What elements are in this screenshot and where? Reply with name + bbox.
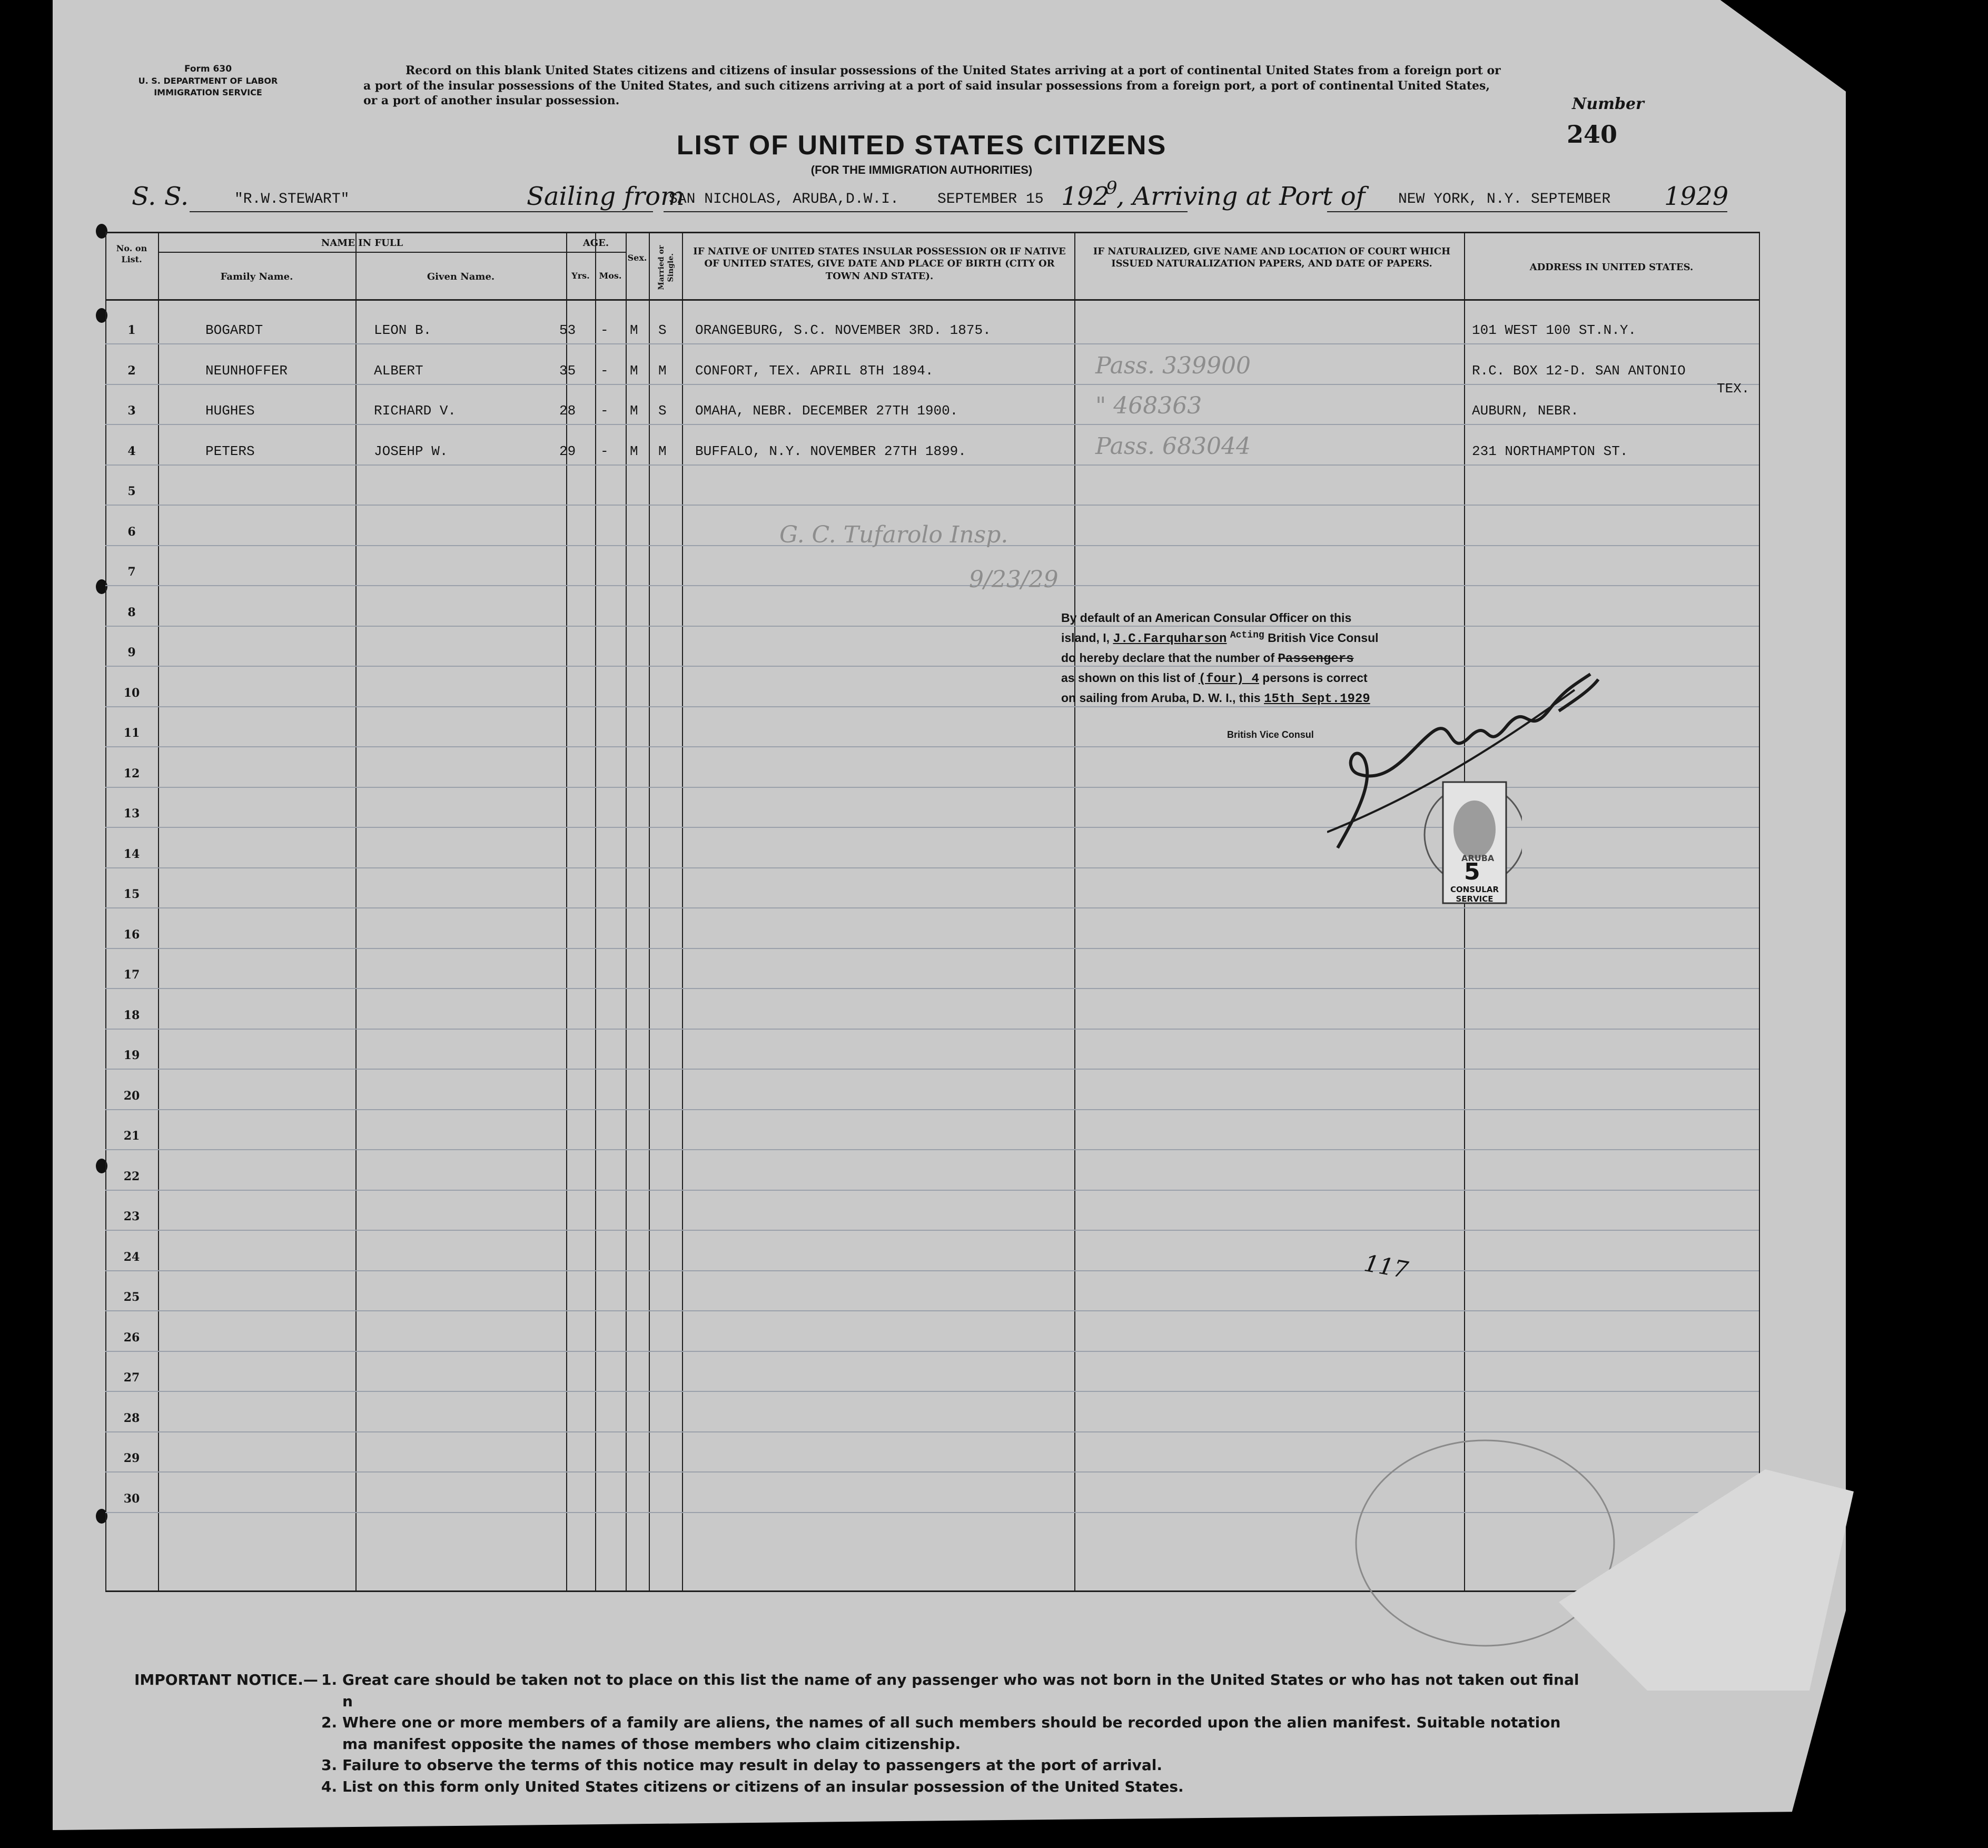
important-notice [134, 1669, 1588, 1798]
notice-text: Where one or more members of a family are aliens, the names of all such members should be recorded upon the alien manifest. Suitable notation ma manifest opposite the names of those members who claim citizenship. [342, 1714, 1561, 1753]
row-rule [105, 1109, 1759, 1110]
inspection-date: 9/23/29 [969, 566, 1059, 593]
header-months: Mos. [599, 271, 622, 281]
row-number: 4 [127, 444, 136, 458]
notice-item: 4. List on this form only United States citizens or citizens of an insular possession of the United States. [321, 1777, 1184, 1795]
row-number: 11 [123, 726, 140, 740]
given-name-cell: JOSEHP W. [374, 443, 448, 459]
column-rule [566, 232, 567, 1590]
row-rule [105, 1069, 1759, 1070]
column-rule [626, 232, 627, 1590]
row-rule [105, 948, 1759, 949]
row-number: 25 [123, 1290, 140, 1304]
stamp-place: ARUBA [1461, 853, 1495, 863]
declaration-correct-text: persons is correct [1262, 670, 1368, 685]
arrival-port: NEW YORK, N.Y. SEPTEMBER [1398, 191, 1611, 207]
name-subheader-rule [158, 252, 604, 253]
sailing-label: Sailing from [527, 182, 685, 211]
header-family-name: Family Name. [220, 271, 293, 282]
header-given-name: Given Name. [427, 271, 495, 282]
column-rule [649, 232, 650, 1590]
stamp-text: CONSULAR SERVICE [1450, 885, 1499, 904]
number-label: Number [1572, 95, 1644, 113]
column-rule [1074, 232, 1075, 1590]
row-number: 19 [123, 1049, 140, 1062]
row-rule [105, 1190, 1759, 1191]
address-cell: 101 WEST 100 ST.N.Y. [1472, 322, 1637, 338]
row-rule [105, 1351, 1759, 1352]
column-rule [682, 232, 683, 1590]
list-number: 240 [1567, 120, 1618, 149]
age-years-cell: 28 [559, 403, 576, 419]
form-number: Form 630 [184, 64, 232, 74]
birthplace-cell: BUFFALO, N.Y. NOVEMBER 27TH 1899. [695, 443, 966, 459]
column-rule [355, 232, 357, 1590]
header-name-in-full: NAME IN FULL [321, 238, 403, 249]
row-number: 29 [123, 1451, 140, 1465]
form-identifier [92, 63, 324, 98]
row-number: 17 [123, 968, 140, 982]
sex-cell: M [630, 362, 638, 379]
notice-text: Failure to observe the terms of this notice may result in delay to passengers at the port of arrival. [342, 1756, 1163, 1774]
column-rule [158, 232, 159, 1590]
service-name: IMMIGRATION SERVICE [154, 87, 262, 97]
sailing-year-prefix: 192 [1061, 182, 1110, 211]
age-months-cell: - [600, 322, 609, 338]
family-name-cell: PETERS [205, 443, 255, 459]
naturalization-cell: Pass. 339900 [1095, 352, 1251, 379]
sailing-from: SAN NICHOLAS, ARUBA,D.W.I. [669, 191, 899, 207]
page-title: LIST OF UNITED STATES CITIZENS [676, 130, 1167, 161]
declaration-title-text: British Vice Consul [1268, 630, 1379, 645]
row-number: 28 [123, 1411, 140, 1425]
naturalization-cell: Pass. 683044 [1095, 432, 1251, 460]
declaration-line-2 [1061, 628, 1440, 648]
row-number: 20 [123, 1089, 140, 1103]
address-cell: R.C. BOX 12-D. SAN ANTONIO [1472, 362, 1686, 379]
row-number: 13 [123, 807, 140, 821]
page-mark: 117 [1362, 1250, 1410, 1284]
address-cell: AUBURN, NEBR. [1472, 403, 1579, 419]
column-rule [105, 232, 106, 1590]
row-rule [105, 988, 1759, 989]
age-months-cell: - [600, 362, 609, 379]
row-number: 26 [123, 1330, 140, 1345]
row-number: 3 [127, 404, 136, 418]
arrival-year: 1929 [1664, 182, 1729, 211]
birthplace-cell: ORANGEBURG, S.C. NOVEMBER 3RD. 1875. [695, 322, 991, 338]
given-name-cell: LEON B. [374, 322, 432, 338]
notice-list [134, 1669, 1588, 1798]
row-number: 30 [123, 1491, 140, 1506]
row-number: 18 [123, 1008, 140, 1022]
row-number: 22 [123, 1169, 140, 1183]
sailing-year-suffix: 9 [1106, 177, 1117, 199]
header-place-of-birth: IF NATIVE OF UNITED STATES INSULAR POSSESSION OR IF NATIVE OF UNITED STATES, GIVE DATE AND PLACE OF BIRTH (CITY OR TOWN AND STATE). [693, 246, 1066, 282]
preamble-text: Record on this blank United States citizens and citizens of insular possessions of the United States arriving at a port of continental United States from a foreign port or a port of the insular possessions of the United States, and such citizens arriving at a port of said insular possessions from a foreign port, a port of continental United States, or a port of another insular possession. [363, 64, 1501, 108]
row-rule [105, 585, 1759, 586]
row-rule [105, 505, 1759, 506]
row-rule [105, 626, 1759, 627]
ship-name: "R.W.STEWART" [234, 191, 350, 207]
row-number: 6 [127, 525, 136, 539]
row-number: 27 [123, 1371, 140, 1385]
passenger-count: (four) 4 [1198, 671, 1259, 686]
marital-status-cell: M [658, 362, 667, 379]
family-name-cell: HUGHES [205, 403, 255, 419]
row-number: 8 [127, 605, 136, 619]
header-sex: Sex. [627, 253, 647, 263]
birthplace-cell: OMAHA, NEBR. DECEMBER 27TH 1900. [695, 403, 958, 419]
row-rule [105, 1230, 1759, 1231]
row-number: 15 [123, 887, 140, 901]
row-number: 12 [123, 766, 140, 780]
row-rule [105, 1029, 1759, 1030]
row-rule [105, 1149, 1759, 1150]
declaration-sailing-text: on sailing from Aruba, D. W. I., this [1061, 690, 1261, 705]
notice-heading: IMPORTANT NOTICE.— [134, 1671, 318, 1688]
column-rule [1759, 232, 1760, 1590]
table-top-rule [105, 232, 1759, 233]
row-rule [105, 424, 1759, 425]
header-naturalization: IF NATURALIZED, GIVE NAME AND LOCATION OF COURT WHICH ISSUED NATURALIZATION PAPERS, AND DATE OF PAPERS. [1093, 246, 1451, 270]
consul-name: J.C.Farquharson [1113, 631, 1227, 646]
consular-stamp [1422, 772, 1522, 919]
row-number: 14 [123, 847, 140, 861]
underline [664, 211, 1188, 212]
marital-status-cell: M [658, 443, 667, 459]
ship-line [132, 177, 1738, 219]
age-months-cell: - [600, 403, 609, 419]
address-cell: 231 NORTHAMPTON ST. [1472, 443, 1628, 459]
department-name: U. S. DEPARTMENT OF LABOR [138, 75, 278, 86]
given-name-cell: ALBERT [374, 362, 423, 379]
row-number: 23 [123, 1210, 140, 1223]
declaration-line-1: By default of an American Consular Officer on this [1061, 611, 1352, 625]
row-rule [105, 1310, 1759, 1311]
row-number: 21 [123, 1129, 140, 1143]
row-number: 5 [127, 485, 136, 498]
stamp-value: 5 [1464, 858, 1480, 885]
row-number: 9 [127, 646, 136, 659]
row-number: 16 [123, 927, 140, 942]
sex-cell: M [630, 443, 638, 459]
struck-passengers: Passengers [1278, 651, 1354, 666]
sailing-date: SEPTEMBER 15 [937, 191, 1044, 207]
underline [190, 211, 653, 212]
row-rule [105, 343, 1759, 344]
birthplace-cell: CONFORT, TEX. APRIL 8TH 1894. [695, 362, 934, 379]
consul-title: British Vice Consul [1227, 729, 1314, 740]
age-years-cell: 53 [559, 322, 576, 338]
sex-cell: M [630, 322, 638, 338]
header-address: ADDRESS IN UNITED STATES. [1529, 262, 1694, 273]
row-number: 10 [123, 686, 140, 700]
notice-item: 2. Where one or more members of a family are aliens, the names of all such members should be recorded upon the alien manifest. Suitable notation ma manifest opposite the names of those members who claim citizenship. [321, 1714, 1561, 1753]
family-name-cell: BOGARDT [205, 322, 263, 338]
row-number: 24 [123, 1250, 140, 1264]
age-years-cell: 35 [559, 362, 576, 379]
header-age: AGE. [582, 238, 609, 249]
arriving-label: , Arriving at Port of [1116, 182, 1366, 211]
sex-cell: M [630, 403, 638, 419]
acting-note: Acting [1230, 630, 1264, 641]
declaration-number-text: do hereby declare that the number of [1061, 650, 1275, 665]
marital-status-cell: S [658, 403, 667, 419]
row-number: 7 [127, 565, 136, 579]
ss-label: S. S. [132, 182, 189, 211]
age-months-cell: - [600, 443, 609, 459]
notice-text: Great care should be taken not to place on this list the name of any passenger who was not born in the United States or who has not taken out final n [342, 1671, 1579, 1710]
header-bottom-rule [105, 299, 1759, 301]
underline [1327, 211, 1727, 212]
notice-item: 3. Failure to observe the terms of this notice may result in delay to passengers at the port of arrival. [321, 1756, 1163, 1774]
marital-status-cell: S [658, 322, 667, 338]
address-continuation-cell: TEX. [1717, 380, 1750, 397]
row-number: 1 [127, 323, 136, 337]
row-number: 2 [127, 363, 136, 378]
column-rule [595, 232, 596, 1590]
header-years: Yrs. [571, 271, 590, 281]
notice-text: List on this form only United States citizens or citizens of an insular possession of the United States. [342, 1777, 1184, 1795]
header-married-or-single: Married or Single. [657, 245, 675, 290]
row-rule [105, 465, 1759, 466]
naturalization-cell: " 468363 [1095, 392, 1202, 419]
page-subtitle: (FOR THE IMMIGRATION AUTHORITIES) [810, 163, 1033, 176]
header-no-on-list: No. on List. [116, 243, 147, 264]
row-rule [105, 384, 1759, 385]
given-name-cell: RICHARD V. [374, 403, 457, 419]
notice-item: 1. Great care should be taken not to place on this list the name of any passenger who was not born in the United States or who has not taken out final n [321, 1671, 1579, 1710]
row-rule [105, 1391, 1759, 1392]
row-rule [105, 1270, 1759, 1271]
declaration-island-text: island, I, [1061, 630, 1110, 645]
family-name-cell: NEUNHOFFER [205, 362, 288, 379]
inspector-signature: G. C. Tufarolo Insp. [779, 521, 1008, 548]
declaration-date: 15th Sept.1929 [1264, 691, 1370, 706]
declaration-list-text: as shown on this list of [1061, 670, 1195, 685]
age-years-cell: 29 [559, 443, 576, 459]
